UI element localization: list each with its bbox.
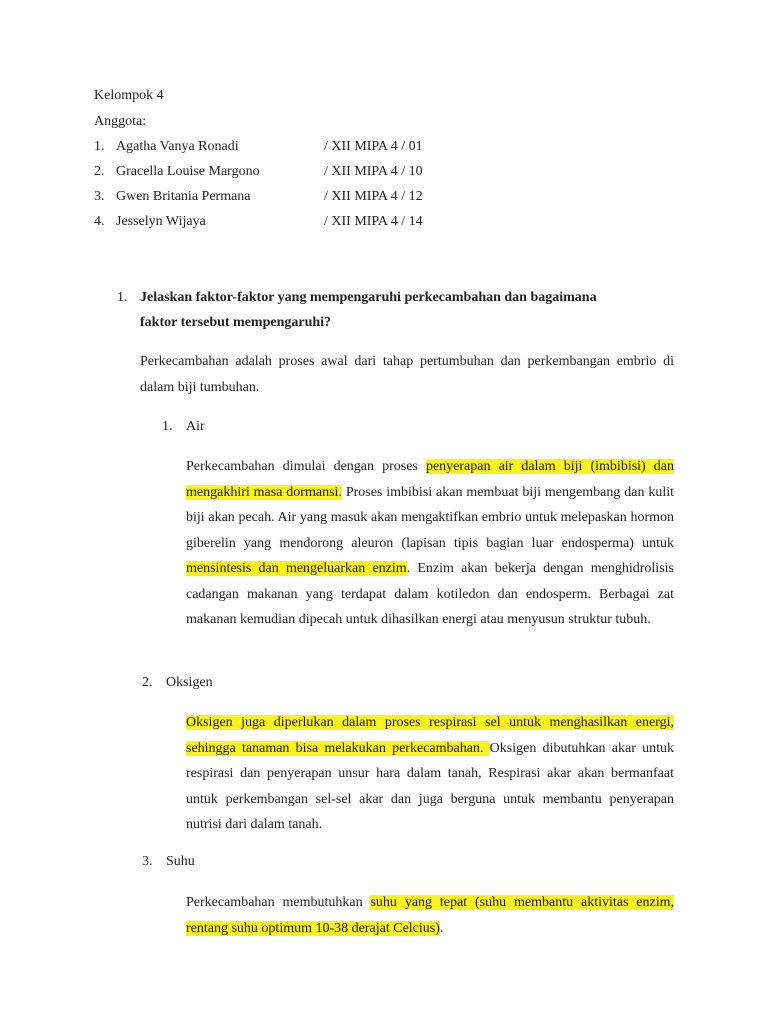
- member-class: / XII MIPA 4 / 01: [324, 139, 423, 154]
- factor-paragraph-air: Perkecambahan dimulai dengan proses penyerapan air dalam biji (imbibisi) dan mengakhiri masa dormansi. Proses imbibisi akan membuat biji mengembang dan kulit biji akan pecah. Air yang masuk akan mengaktifkan embrio untuk melepaskan hormon giberelin yang mendorong aleuron (lapisan tipis bagian luar endosperma) untuk mensintesis dan mengeluarkan enzim. Enzim akan bekerja dengan menghidrolisis cadangan makanan yang terdapat dalam kotiledon dan endosperm. Berbagai zat makanan kemudian dipecah untuk dihasilkan energi atau menyusun struktur tubuh.: [186, 459, 675, 627]
- member-number: 3.: [94, 189, 105, 204]
- factor-paragraph-suhu: Perkecambahan membutuhkan suhu yang tepat (suhu membantu aktivitas enzim, rentang suhu optimum 10-38 derajat Celcius).: [186, 895, 674, 936]
- factor-paragraph-oksigen: Oksigen juga diperlukan dalam proses respirasi sel untuk menghasilkan energi, sehingga tanaman bisa melakukan perkecambahan. Oksigen dibutuhkan akar untuk respirasi dan penyerapan unsur hara dalam tanah, Respirasi akar akan bermanfaat untuk perkembangan sel-sel akar dan juga berguna untuk membantu penyerapan nutrisi dari dalam tanah.: [186, 715, 674, 832]
- member-class: / XII MIPA 4 / 10: [324, 164, 423, 179]
- group-title: Kelompok 4: [94, 88, 164, 103]
- factor-title-air: Air: [186, 419, 205, 434]
- highlight: Oksigen juga diperlukan dalam proses respirasi sel untuk menghasilkan energi, sehingga tanaman bisa melakukan perkecambahan.: [186, 715, 674, 756]
- member-number: 2.: [94, 164, 105, 179]
- member-class: / XII MIPA 4 / 14: [324, 214, 423, 229]
- members-label: Anggota:: [94, 114, 147, 129]
- question-line-2: faktor tersebut mempengaruhi?: [140, 315, 332, 330]
- factor-title-oksigen: Oksigen: [166, 675, 213, 690]
- highlight: mensintesis dan mengeluarkan enzim: [186, 561, 407, 576]
- member-name: Gwen Britania Permana: [116, 189, 251, 204]
- member-name: Jesselyn Wijaya: [116, 214, 206, 229]
- member-class: / XII MIPA 4 / 12: [324, 189, 423, 204]
- factor-number: 1.: [162, 419, 173, 434]
- intro-paragraph: Perkecambahan adalah proses awal dari tahap pertumbuhan dan perkembangan embrio di dalam biji tumbuhan.: [140, 354, 674, 395]
- highlight: penyerapan air dalam biji (imbibisi) dan mengakhiri masa dormansi.: [186, 459, 675, 500]
- member-name: Gracella Louise Margono: [116, 164, 260, 179]
- member-number: 1.: [94, 139, 105, 154]
- factor-title-suhu: Suhu: [166, 854, 195, 869]
- factor-number: 2.: [142, 675, 153, 690]
- member-number: 4.: [94, 214, 105, 229]
- highlight: suhu yang tepat (suhu membantu aktivitas enzim, rentang suhu optimum 10-38 derajat Celcius): [186, 895, 674, 936]
- member-name: Agatha Vanya Ronadi: [116, 139, 239, 154]
- question-line-1: Jelaskan faktor-faktor yang mempengaruhi perkecambahan dan bagaimana: [140, 290, 597, 305]
- factor-number: 3.: [142, 854, 153, 869]
- question-number: 1.: [117, 290, 128, 305]
